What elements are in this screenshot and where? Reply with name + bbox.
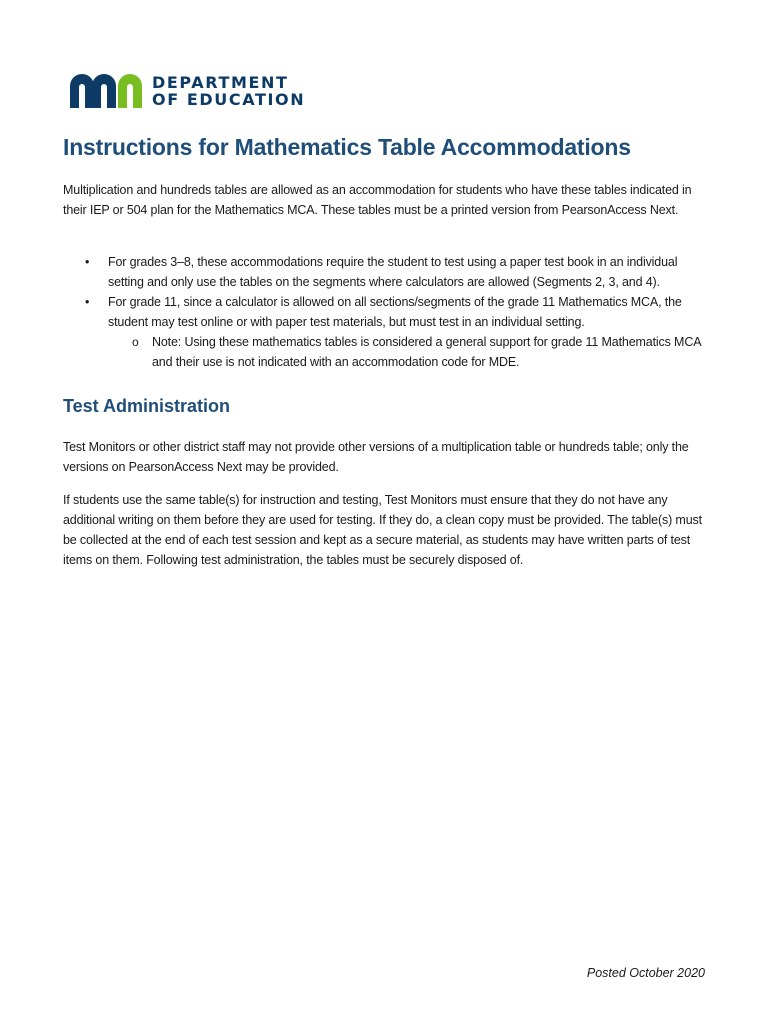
bullet-text: For grade 11, since a calculator is allowed on all sections/segments of the grade 11 Mathematics MCA, the student may test online or with paper test materials, but must test in an individual setting.	[108, 295, 682, 329]
body-paragraph: If students use the same table(s) for instruction and testing, Test Monitors must ensure that they do not have any additional writing on them before they are used for testing. If they do, a clean copy must be provided. The table(s) must be collected at the end of each test session and kept as a secure material, as students may have written parts of test items on them. Following test administration, the tables must be securely disposed of.	[63, 493, 702, 567]
bullet-text: For grades 3–8, these accommodations require the student to test using a paper test book in an individual setting and only use the tables on the segments where calculators are allowed (Segments 2, 3, and 4).	[108, 255, 678, 289]
page-title: Instructions for Mathematics Table Accommodations	[63, 134, 631, 160]
list-item	[63, 292, 713, 372]
posted-date: Posted October 2020	[586, 966, 705, 980]
bullet-list	[63, 252, 713, 372]
intro-paragraph: Multiplication and hundreds tables are allowed as an accommodation for students who have these tables indicated in their IEP or 504 plan for the Mathematics MCA. These tables must be a printed version from PearsonAccess Next.	[63, 183, 692, 217]
mn-logo-icon	[68, 72, 144, 110]
list-item	[108, 332, 713, 372]
department-logo	[68, 72, 305, 110]
logo-line-2: OF EDUCATION	[152, 90, 306, 109]
sub-bullet-text: Note: Using these mathematics tables is considered a general support for grade 11 Mathematics MCA and their use is not indicated with an accommodation code for MDE.	[152, 335, 701, 369]
bullet-icon: •	[85, 295, 90, 309]
logo-line-1: DEPARTMENT	[152, 73, 289, 92]
section-heading: Test Administration	[63, 396, 231, 416]
sub-bullet-list	[108, 332, 713, 372]
body-paragraph: Test Monitors or other district staff may not provide other versions of a multiplication table or hundreds table; only the versions on PearsonAccess Next may be provided.	[63, 440, 689, 474]
bullet-icon: •	[85, 255, 90, 269]
logo-wordmark	[152, 74, 305, 108]
circle-bullet-icon: o	[132, 335, 139, 349]
list-item	[63, 252, 713, 292]
